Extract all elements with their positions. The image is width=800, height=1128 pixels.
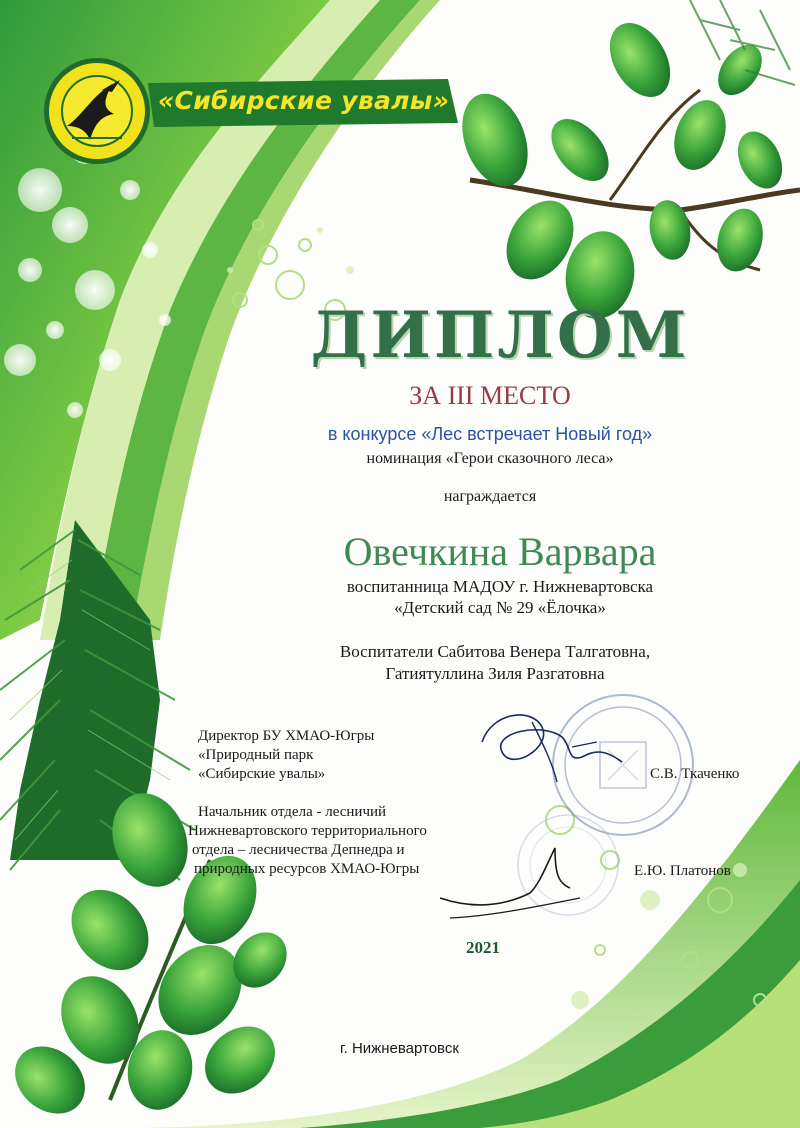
director-name: С.В. Ткаченко bbox=[650, 766, 740, 782]
head-title-line-1: Начальник отдела - лесничий bbox=[198, 804, 387, 820]
park-logo bbox=[42, 56, 152, 166]
diploma-title: ДИПЛОМ bbox=[310, 298, 690, 373]
head-title-line-2: Нижневартовского территориального bbox=[188, 823, 427, 839]
teachers-line-2: Гатиятуллина Зиля Разгатовна bbox=[385, 664, 605, 683]
contest-name: в конкурсе «Лес встречает Новый год» bbox=[327, 424, 653, 444]
recipient-school-line-1: воспитанница МАДОУ г. Нижневартовска bbox=[346, 577, 654, 596]
recipient-name: Овечкина Варвара bbox=[343, 529, 657, 574]
park-name-banner: «Сибирские увалы» bbox=[158, 86, 450, 115]
year: 2021 bbox=[466, 938, 500, 957]
head-title-line-4: природных ресурсов ХМАО-Югры bbox=[194, 861, 420, 877]
director-title-line-3: «Сибирские увалы» bbox=[198, 766, 326, 782]
city: г. Нижневартовск bbox=[340, 1040, 459, 1057]
head-signature bbox=[430, 838, 620, 928]
teachers-line-1: Воспитатели Сабитова Венера Талгатовна, bbox=[339, 642, 651, 661]
head-title-line-3: отдела – лесничества Депнедра и bbox=[192, 842, 405, 858]
head-name: Е.Ю. Платонов bbox=[634, 863, 731, 879]
recipient-school-line-2: «Детский сад № 29 «Ёлочка» bbox=[394, 598, 606, 617]
director-signature bbox=[472, 702, 632, 792]
award-place: ЗА III МЕСТО bbox=[409, 381, 571, 410]
director-title-line-1: Директор БУ ХМАО-Югры bbox=[198, 728, 375, 744]
nomination: номинация «Герои сказочного леса» bbox=[366, 450, 614, 467]
awarded-label: награждается bbox=[443, 488, 537, 505]
director-title-line-2: «Природный парк bbox=[198, 747, 314, 763]
birch-branch-top-right bbox=[450, 0, 800, 324]
